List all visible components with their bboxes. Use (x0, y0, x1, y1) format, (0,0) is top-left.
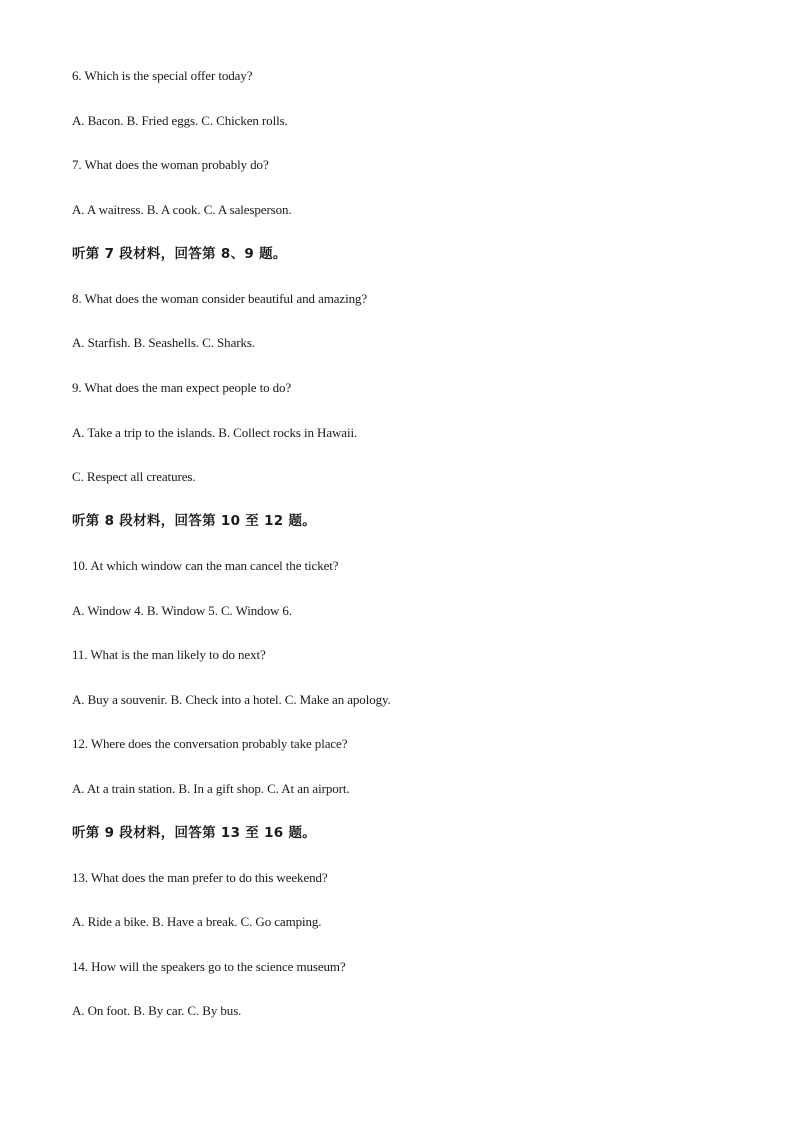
question-6-options: A. Bacon. B. Fried eggs. C. Chicken rolls. (72, 113, 288, 128)
question-10: 10. At which window can the man cancel the ticket? (72, 558, 339, 573)
question-9-options-line-2: C. Respect all creatures. (72, 469, 196, 484)
question-7: 7. What does the woman probably do? (72, 157, 269, 172)
question-10-options: A. Window 4. B. Window 5. C. Window 6. (72, 603, 292, 618)
question-11: 11. What is the man likely to do next? (72, 647, 266, 662)
question-12: 12. Where does the conversation probably take place? (72, 736, 348, 751)
question-9: 9. What does the man expect people to do? (72, 380, 292, 395)
question-11-options: A. Buy a souvenir. B. Check into a hotel. C. Make an apology. (72, 692, 391, 707)
question-13: 13. What does the man prefer to do this weekend? (72, 870, 328, 885)
question-14: 14. How will the speakers go to the science museum? (72, 959, 346, 974)
question-12-options: A. At a train station. B. In a gift shop. C. At an airport. (72, 781, 350, 796)
question-7-options: A. A waitress. B. A cook. C. A salesperson. (72, 202, 292, 217)
section-heading-7: 听第 7 段材料，回答第 8、9 题。 (72, 246, 287, 262)
question-14-options: A. On foot. B. By car. C. By bus. (72, 1003, 242, 1018)
section-heading-9: 听第 9 段材料，回答第 13 至 16 题。 (72, 825, 317, 841)
question-8-options: A. Starfish. B. Seashells. C. Sharks. (72, 335, 255, 350)
question-9-options-line-1: A. Take a trip to the islands. B. Collect rocks in Hawaii. (72, 425, 358, 440)
section-heading-8: 听第 8 段材料，回答第 10 至 12 题。 (72, 513, 317, 529)
question-6: 6. Which is the special offer today? (72, 68, 253, 83)
question-13-options: A. Ride a bike. B. Have a break. C. Go camping. (72, 914, 322, 929)
question-8: 8. What does the woman consider beautiful and amazing? (72, 291, 368, 306)
